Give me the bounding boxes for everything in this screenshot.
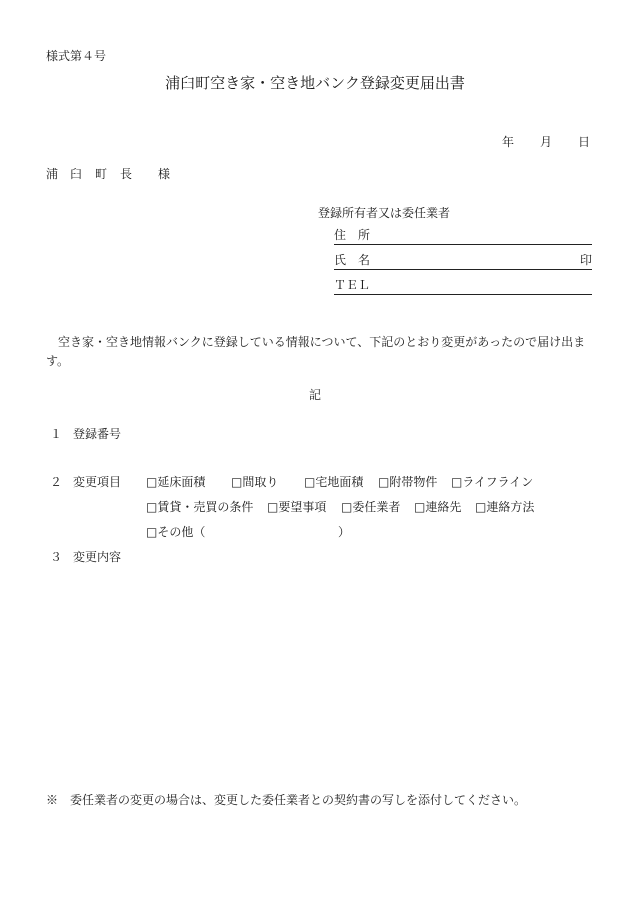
date-day: 日 <box>578 135 591 149</box>
checkbox-layout[interactable]: □間取り <box>231 475 279 489</box>
item3-label: 変更内容 <box>73 550 122 564</box>
checkbox-contact-method[interactable]: □連絡方法 <box>475 500 535 514</box>
addressee-char-ura: 浦 <box>46 167 59 181</box>
addressee-char-usu: 臼 <box>70 167 83 181</box>
checkbox-requests[interactable]: □要望事項 <box>267 500 327 514</box>
checkbox-lease-conditions[interactable]: □賃貸・売買の条件 <box>146 500 254 514</box>
item1-number: １ <box>50 427 63 441</box>
tel-field[interactable] <box>334 276 592 295</box>
body-text: 空き家・空き地情報バンクに登録している情報について、下記のとおり変更があったので届け出ます。 <box>46 335 586 368</box>
footnote: ※ 委任業者の変更の場合は、変更した委任業者との契約書の写しを添付してください。 <box>46 793 527 807</box>
checkbox-other[interactable]: □その他（ <box>146 525 206 539</box>
date-year: 年 <box>502 135 515 149</box>
document-title: 浦臼町空き家・空き地バンク登録変更届出書 <box>165 74 465 92</box>
form-number: 様式第４号 <box>46 49 107 63</box>
tel-label: ＴＥＬ <box>334 278 371 292</box>
addressee-honorific: 様 <box>158 167 171 181</box>
other-close-paren: ） <box>338 525 351 539</box>
seal-mark: 印 <box>579 253 592 267</box>
applicant-heading: 登録所有者又は委任業者 <box>318 206 451 220</box>
checkbox-contact[interactable]: □連絡先 <box>414 500 462 514</box>
addressee-char-machi: 町 <box>95 167 108 181</box>
name-field[interactable] <box>334 251 592 270</box>
item2-label: 変更項目 <box>73 475 122 489</box>
item2-number: ２ <box>50 475 63 489</box>
name-label: 氏 名 <box>334 253 371 267</box>
address-field[interactable] <box>334 226 592 245</box>
addressee-char-cho: 長 <box>120 167 133 181</box>
ki-heading: 記 <box>308 388 321 402</box>
checkbox-annex[interactable]: □附帯物件 <box>378 475 438 489</box>
checkbox-lifeline[interactable]: □ライフライン <box>451 475 534 489</box>
item3-number: ３ <box>50 550 63 564</box>
address-label: 住 所 <box>334 228 371 242</box>
checkbox-agent[interactable]: □委任業者 <box>341 500 401 514</box>
checkbox-land-area[interactable]: □宅地面積 <box>304 475 364 489</box>
date-month: 月 <box>540 135 553 149</box>
item1-label: 登録番号 <box>73 427 122 441</box>
checkbox-floor-area[interactable]: □延床面積 <box>146 475 206 489</box>
